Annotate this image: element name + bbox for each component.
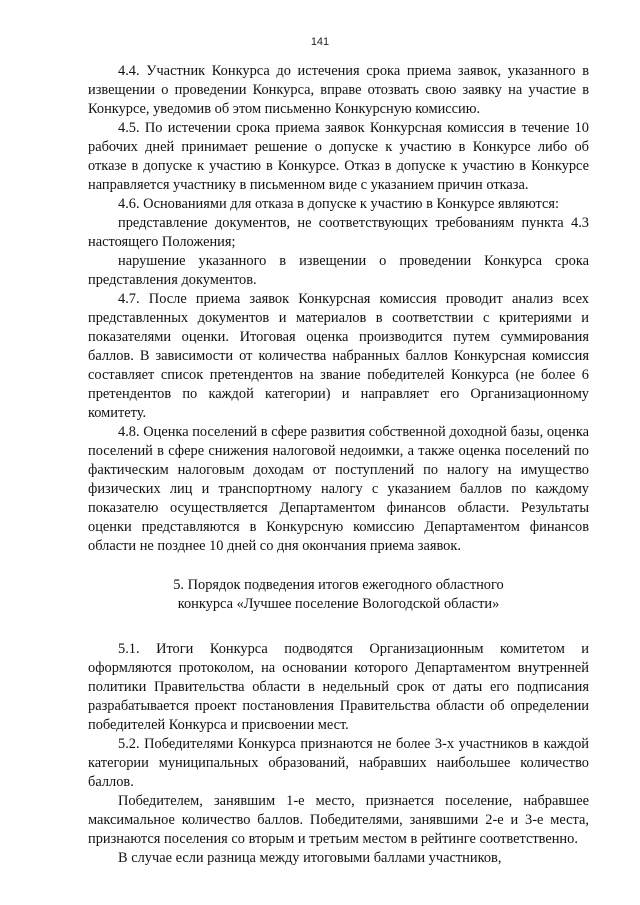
paragraph-4-6: 4.6. Основаниями для отказа в допуске к участию в Конкурсе являются: — [118, 196, 560, 212]
paragraph-5-2-winner-1: Победителем, занявшим 1-е место, признается поселение, набравшее максимальное количество баллов. Победителями, занявшими 2-е и 3-е места, признаются поселения со вторым и третьим местом в рейтинге соответственно. — [88, 793, 589, 847]
paragraph-4-8: 4.8. Оценка поселений в сфере развития собственной доходной базы, оценка поселений в сфере снижения налоговой недоимки, а также оценка поселений по фактическим налоговым доходам от поступлений по налогу на имущество физических лиц и транспортному налогу с указанием баллов по каждому показателю осуществляется Департаментом финансов области. Результаты оценки представляются в Конкурсную комиссию Департаментом финансов области не позднее 10 дней со дня окончания приема заявок. — [88, 424, 589, 554]
paragraph-4-6-item-2: нарушение указанного в извещении о проведении Конкурса срока представления документов. — [88, 253, 589, 288]
paragraph-5-2-tie-case: В случае если разница между итоговыми баллами участников, — [118, 850, 502, 866]
section-5-heading-line-1: 5. Порядок подведения итогов ежегодного областного — [173, 577, 504, 593]
section-5-heading-line-2: конкурса «Лучшее поселение Вологодской области» — [177, 596, 500, 612]
paragraph-5-1: 5.1. Итоги Конкурса подводятся Организационным комитетом и оформляются протоколом, на основании которого Департаментом внутренней политики Правительства области в недельный срок от даты его подписания разрабатывается проект постановления Правительства области об определении победителей Конкурса и присвоении мест. — [88, 641, 589, 733]
paragraph-4-5: 4.5. По истечении срока приема заявок Конкурсная комиссия в течение 10 рабочих дней принимает решение о допуске к участию в Конкурсе либо об отказе в допуске к участию в Конкурсе. Отказ в допуске к участию в Конкурсе направляется участнику в письменном виде с указанием причин отказа. — [88, 120, 589, 193]
paragraph-4-4: 4.4. Участник Конкурса до истечения срока приема заявок, указанного в извещении о проведении Конкурса, вправе отозвать свою заявку на участие в Конкурсе, уведомив об этом письменно Конкурсную комиссию. — [88, 63, 589, 117]
paragraph-5-2: 5.2. Победителями Конкурса признаются не более 3-х участников в каждой категории муниципальных образований, набравших наибольшее количество баллов. — [88, 736, 589, 790]
paragraph-4-7: 4.7. После приема заявок Конкурсная комиссия проводит анализ всех представленных документов и материалов в соответствии с критериями и показателями оценки. Итоговая оценка производится путем суммирования баллов. В зависимости от количества набранных баллов Конкурсная комиссия составляет список претендентов на звание победителей Конкурса (не более 6 претендентов по каждой категории) и направляет его Организационному комитету. — [88, 291, 589, 421]
paragraph-4-6-item-1: представление документов, не соответствующих требованиям пункта 4.3 настоящего Положения; — [88, 215, 589, 250]
document-body — [88, 62, 589, 868]
page-number: 141 — [310, 36, 330, 48]
